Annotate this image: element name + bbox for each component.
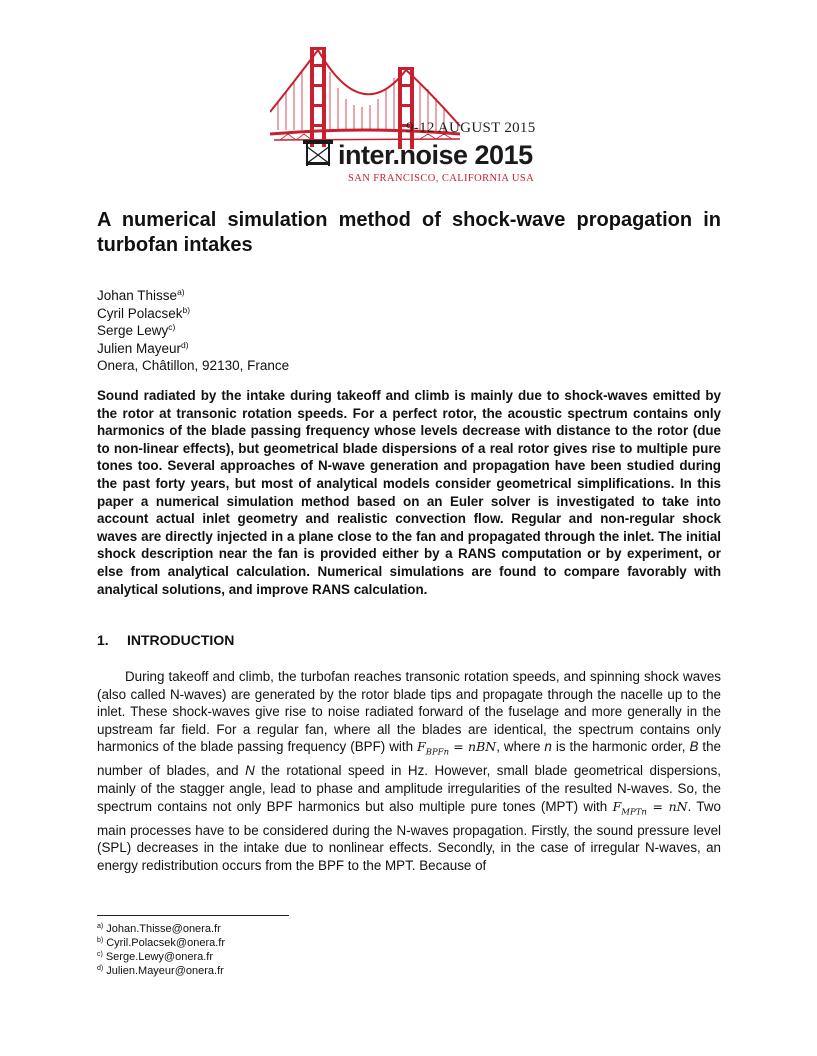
author-line — [97, 305, 289, 323]
formula-subscript: MPTn — [621, 807, 647, 818]
author-name: Cyril Polacsek — [97, 305, 183, 321]
conference-date: 9-12 AUGUST 2015 — [406, 120, 536, 136]
var-n-speed: N — [245, 763, 255, 779]
conference-location: SAN FRANCISCO, CALIFORNIA USA — [348, 173, 535, 184]
author-line — [97, 322, 289, 340]
footnote-email: Cyril.Polacsek@onera.fr — [106, 937, 225, 949]
footnote-mark: c) — [97, 951, 103, 958]
footnotes — [97, 922, 225, 978]
affiliation: Onera, Châtillon, 92130, France — [97, 358, 290, 373]
author-line — [97, 340, 289, 358]
var-b: B — [689, 739, 699, 755]
intro-text: , where — [496, 739, 545, 755]
section-title: INTRODUCTION — [127, 632, 235, 648]
formula-subscript: BPFn — [425, 747, 450, 758]
author-mark: d) — [181, 339, 189, 350]
formula-mpt — [612, 798, 688, 818]
footnote-mark: b) — [97, 937, 104, 944]
author-mark: c) — [168, 322, 176, 332]
footnote-divider — [97, 915, 289, 916]
footnote-email: Serge.Lewy@onera.fr — [105, 951, 214, 963]
intro-text: is the harmonic order, — [551, 739, 690, 755]
intro-text: . Two main processes have to be considered during the N-waves propagation. Firstly, the sound pressure level (SPL) decreases in the intake due to nonlinear effects. Secondly, in the case of irregular N-waves, an energy redistribution occurs from the BPF to the MPT. Because of — [97, 798, 721, 873]
intro-text: the number of blades, and — [97, 739, 722, 779]
formula-symbol: F — [417, 739, 426, 755]
footnote — [97, 936, 225, 950]
formula-symbol: F — [612, 798, 622, 814]
footnote-mark: d) — [97, 965, 104, 972]
conference-logo — [270, 42, 570, 192]
abstract: Sound radiated by the intake during takeoff and climb is mainly due to shock-waves emitted by the rotor at transonic rotation speeds. For a perfect rotor, the acoustic spectrum contains only harmonics of the blade passing frequency whose levels decrease with distance to the rotor (due to non-linear effects), but geometrical blade dispersions of a real rotor gives rise to multiple pure tones too. Several approaches of N-wave generation and propagation have been studied during the past forty years, but most of analytical models consider geometrical simplifications. In this paper a numerical simulation method based on an Euler solver is investigated to take into account actual inlet geometry and realistic convection flow. Regular and non-regular shock waves are directly injected in a plane close to the fan and propagated through the inlet. The initial shock description near the fan is provided either by a RANS computation or by experiment, or else from analytical calculation. Numerical simulations are found to compare favorably with analytical solutions, and improve RANS calculation. — [97, 388, 721, 597]
conference-name: inter.noise 2015 — [338, 140, 533, 170]
section-number: 1. — [97, 632, 109, 648]
formula-bpf — [417, 739, 497, 758]
author-name: Julien Mayeur — [97, 340, 182, 356]
footnote — [97, 922, 225, 936]
paper-title: A numerical simulation method of shock-wave propagation in turbofan intakes — [97, 209, 721, 256]
footnote-email: Johan.Thisse@onera.fr — [106, 923, 221, 935]
author-list — [97, 287, 289, 375]
author-mark: b) — [182, 304, 191, 315]
footnote — [97, 964, 225, 978]
formula-rhs: = nN — [646, 798, 688, 814]
var-n: n — [544, 739, 552, 755]
author-mark: a) — [177, 287, 185, 297]
formula-rhs: = nBN — [449, 739, 497, 755]
author-name: Serge Lewy — [97, 323, 169, 338]
section-heading — [97, 632, 234, 648]
intro-paragraph — [97, 668, 721, 875]
author-name: Johan Thisse — [97, 288, 178, 303]
intro-text: During takeoff and climb, the turbofan reaches transonic rotation speeds, and spinning shock waves (also called N-waves) are generated by the rotor blade tips and propagate through the nacelle up to the inlet. These shock-waves give rise to noise radiated forward of the fuselage and more generally in the upstream far field. For a regular fan, where all the blades are identical, the spectrum contains only harmonics of the blade passing frequency (BPF) with — [97, 669, 721, 755]
footnote-email: Julien.Mayeur@onera.fr — [106, 965, 224, 977]
author-line — [97, 287, 289, 305]
footnote-mark: a) — [97, 923, 104, 930]
intro-text: the rotational speed in Hz. However, small blade geometrical dispersions, mainly of the stagger angle, lead to phase and amplitude irregularities of the resulted N-waves. So, the spectrum contains not only BPF harmonics but also multiple pure tones (MPT) with — [97, 763, 721, 814]
footnote — [97, 950, 225, 964]
